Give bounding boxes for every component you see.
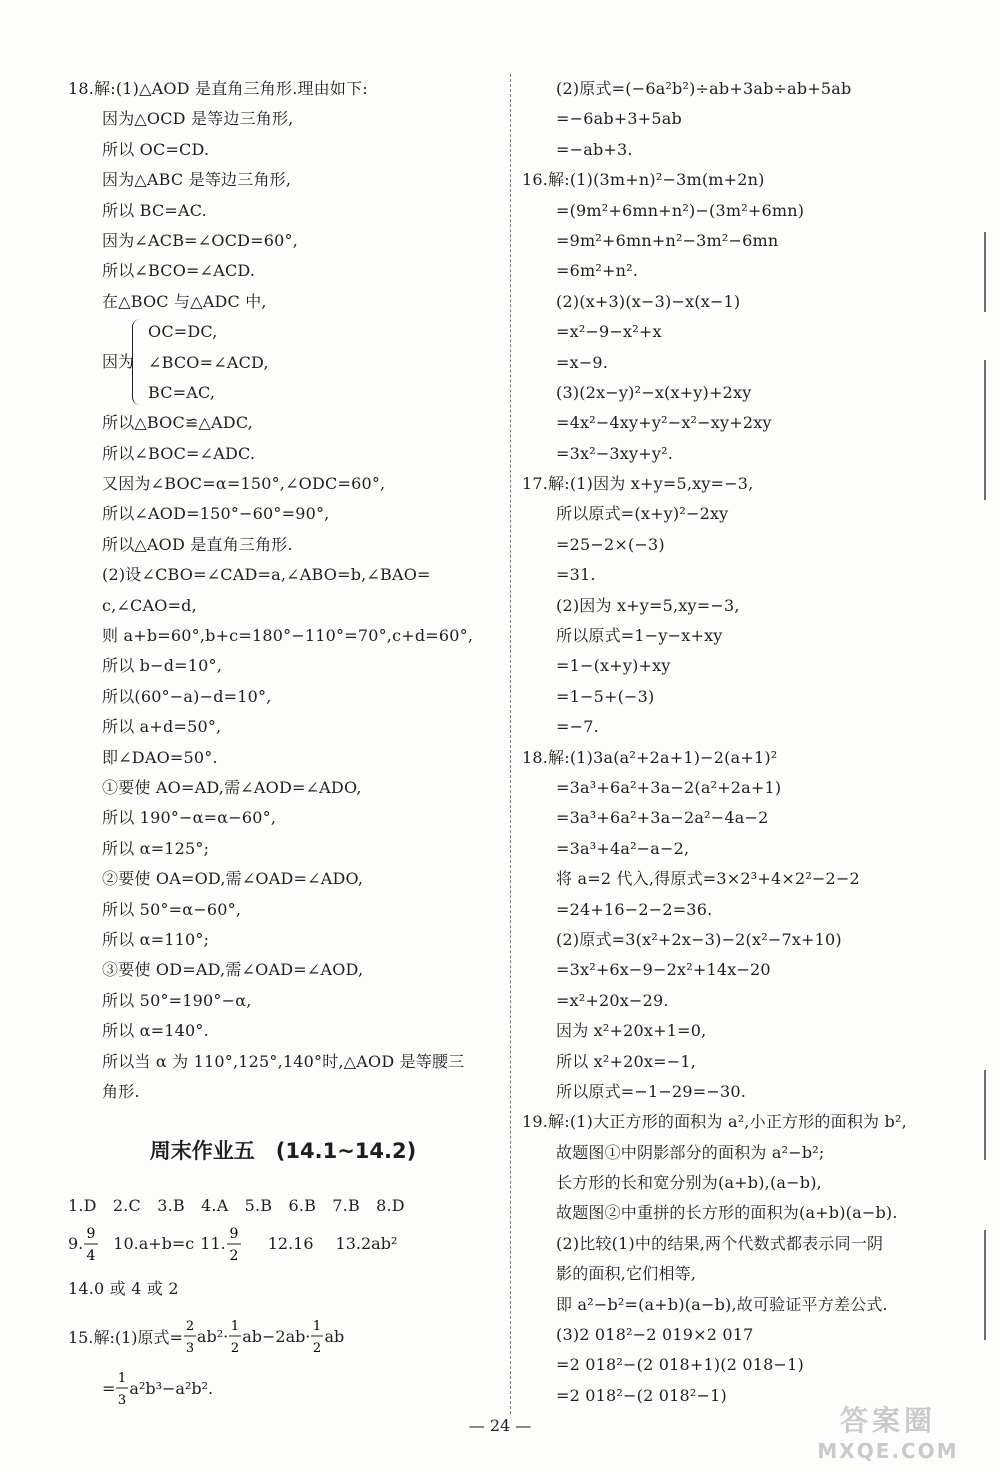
text-line: =3x²−3xy+y². bbox=[556, 443, 674, 463]
text-line: =−ab+3. bbox=[556, 139, 633, 159]
column-divider bbox=[510, 74, 511, 1414]
q15-term-1: ab²· bbox=[196, 1326, 229, 1346]
text-line: =3a³+4a²−a−2, bbox=[556, 838, 690, 858]
text-line: 影的面积,它们相等, bbox=[556, 1264, 697, 1284]
text-line: =1−(x+y)+xy bbox=[556, 656, 671, 676]
text-line: 故题图②中重拼的长方形的面积为(a+b)(a−b). bbox=[556, 1203, 898, 1223]
text-line: (3)(2x−y)²−x(x+y)+2xy bbox=[556, 382, 752, 402]
text-line: 17.解:(1)因为 x+y=5,xy=−3, bbox=[522, 474, 754, 494]
scan-edge-mark bbox=[984, 1070, 986, 1160]
q15-f1-num: 2 bbox=[185, 1319, 195, 1335]
text-line: ③要使 OD=AD,需∠OAD=∠AOD, bbox=[102, 960, 364, 980]
text-line: (2)比较(1)中的结果,两个代数式都表示同一阴 bbox=[556, 1233, 884, 1253]
text-line: =x²+20x−29. bbox=[556, 990, 669, 1010]
text-line: (2)(x+3)(x−3)−x(x−1) bbox=[556, 291, 741, 311]
text-line: 即 a²−b²=(a+b)(a−b),故可验证平方差公式. bbox=[556, 1294, 888, 1314]
scan-edge-mark bbox=[984, 1230, 986, 1340]
answers-row-1: 1.D 2.C 3.B 4.A 5.B 6.B 7.B 8.D bbox=[68, 1196, 405, 1216]
text-line: 18.解:(1)3a(a²+2a+1)−2(a+1)² bbox=[522, 747, 778, 767]
left-column bbox=[68, 74, 498, 1410]
q15-l2-den: 3 bbox=[118, 1393, 127, 1409]
text-line: (2)设∠CBO=∠CAD=a,∠ABO=b,∠BAO= bbox=[102, 565, 431, 585]
q9-den: 4 bbox=[86, 1247, 96, 1264]
q11-num: 9 bbox=[229, 1225, 239, 1242]
q15-f3-den: 2 bbox=[313, 1341, 322, 1357]
text-line: =1−5+(−3) bbox=[556, 686, 655, 706]
brace-conditions bbox=[148, 317, 269, 408]
text-line: =−6ab+3+5ab bbox=[556, 109, 682, 129]
text-line: 所以 190°−α=α−60°, bbox=[102, 808, 277, 828]
text-line: 所以 α=110°; bbox=[102, 929, 210, 949]
q11-den: 2 bbox=[229, 1247, 239, 1264]
q12-answer: 12.16 bbox=[267, 1234, 314, 1254]
q15-term-2: ab−2ab· bbox=[242, 1326, 311, 1346]
q15-eq: = bbox=[102, 1378, 116, 1398]
text-line: 18.解:(1)△AOD 是直角三角形.理由如下: bbox=[68, 79, 368, 98]
text-line: =(9m²+6mn+n²)−(3m²+6mn) bbox=[556, 200, 805, 220]
text-line: OC=DC, bbox=[148, 322, 218, 342]
text-line: 所以 α=125°; bbox=[102, 838, 210, 858]
fraction-9-2 bbox=[226, 1223, 242, 1265]
q15-l2-num: 1 bbox=[118, 1371, 127, 1387]
text-line: 所以当 α 为 110°,125°,140°时,△AOD 是等腰三 bbox=[102, 1051, 465, 1071]
text-line: 又因为∠BOC=α=150°,∠ODC=60°, bbox=[102, 474, 386, 494]
text-line: =3a³+6a²+3a−2a²−4a−2 bbox=[556, 808, 769, 828]
text-line: =x−9. bbox=[556, 352, 609, 372]
text-line: 故题图①中阴影部分的面积为 a²−b²; bbox=[556, 1142, 825, 1162]
text-line: 所以原式=1−y−x+xy bbox=[556, 626, 723, 646]
text-line: ②要使 OA=OD,需∠OAD=∠ADO, bbox=[102, 869, 364, 889]
q15-f3-num: 1 bbox=[313, 1319, 322, 1335]
q18-solution-part1 bbox=[68, 74, 498, 317]
q15-line-1 bbox=[68, 1314, 498, 1358]
text-line: BC=AC, bbox=[148, 382, 216, 402]
q15-l2-rest: a²b³−a²b². bbox=[129, 1378, 214, 1398]
text-line: =2 018²−(2 018²−1) bbox=[556, 1385, 727, 1405]
text-line: 所以(60°−a)−d=10°, bbox=[102, 686, 272, 706]
scan-edge-mark bbox=[984, 360, 986, 500]
text-line: 所以△BOC≌△ADC, bbox=[102, 413, 253, 433]
watermark-text-en: MXQE.COM bbox=[817, 1439, 959, 1463]
text-line: (2)原式=3(x²+2x−3)−2(x²−7x+10) bbox=[556, 929, 842, 949]
text-line: 19.解:(1)大正方形的面积为 a²,小正方形的面积为 b², bbox=[522, 1112, 907, 1132]
text-line: (3)2 018²−2 019×2 017 bbox=[556, 1325, 754, 1345]
text-line: =4x²−4xy+y²−x²−xy+2xy bbox=[556, 413, 772, 433]
q15-line-2 bbox=[68, 1366, 498, 1410]
right-column bbox=[522, 74, 984, 1411]
watermark-text-cn: 答案圈 bbox=[839, 1404, 936, 1437]
left-brace-icon bbox=[132, 319, 141, 405]
text-line: 因为△OCD 是等边三角形, bbox=[102, 109, 294, 129]
text-line: 所以∠BOC=∠ADC. bbox=[102, 443, 256, 463]
text-line: =25−2×(−3) bbox=[556, 534, 665, 554]
text-line: 所以 α=140°. bbox=[102, 1021, 209, 1041]
text-line: =6m²+n². bbox=[556, 261, 638, 281]
q9-num: 9 bbox=[86, 1225, 96, 1242]
answers-row-3: 14.0 或 4 或 2 bbox=[68, 1278, 179, 1298]
text-line: =3x²+6x−9−2x²+14x−20 bbox=[556, 960, 771, 980]
text-line: 所以 x²+20x=−1, bbox=[556, 1051, 696, 1071]
watermark-logo bbox=[798, 1399, 978, 1465]
brace-label: 因为 bbox=[102, 352, 135, 372]
text-line: 所以 b−d=10°, bbox=[102, 656, 223, 676]
text-line: ∠BCO=∠ACD, bbox=[148, 352, 269, 372]
text-line: 在△BOC 与△ADC 中, bbox=[102, 291, 267, 311]
text-line: 则 a+b=60°,b+c=180°−110°=70°,c+d=60°, bbox=[102, 626, 474, 646]
answers-row-2 bbox=[68, 1222, 498, 1266]
q13-answer: 13.2ab² bbox=[335, 1234, 398, 1254]
text-line: 因为△ABC 是等边三角形, bbox=[102, 170, 292, 190]
text-line: 所以 50°=190°−α, bbox=[102, 990, 252, 1010]
fraction-1-2-a bbox=[228, 1315, 242, 1357]
text-line: =2 018²−(2 018+1)(2 018−1) bbox=[556, 1355, 804, 1375]
text-line: =9m²+6mn+n²−3m²−6mn bbox=[556, 230, 779, 250]
text-line: 所以△AOD 是直角三角形. bbox=[102, 534, 293, 554]
text-line: 所以 a+d=50°, bbox=[102, 717, 222, 737]
q15-prefix: 15.解:(1)原式= bbox=[68, 1327, 183, 1347]
page-number: — 24 — bbox=[468, 1416, 532, 1435]
text-line: =−7. bbox=[556, 717, 599, 737]
condition-brace-block bbox=[68, 317, 498, 408]
text-line: (2)原式=(−6a²b²)÷ab+3ab÷ab+5ab bbox=[556, 79, 852, 98]
text-line: 将 a=2 代入,得原式=3×2³+4×2²−2−2 bbox=[556, 869, 860, 889]
text-line: c,∠CAO=d, bbox=[102, 595, 197, 615]
text-line: (2)因为 x+y=5,xy=−3, bbox=[556, 595, 740, 615]
text-line: 角形. bbox=[102, 1081, 140, 1101]
q10-answer: 10.a+b=c bbox=[113, 1234, 195, 1254]
q15-term-3: ab bbox=[324, 1326, 345, 1346]
text-line: 因为 x²+20x+1=0, bbox=[556, 1021, 707, 1041]
section-title: 周末作业五 (14.1~14.2) bbox=[149, 1139, 417, 1164]
text-line: 即∠DAO=50°. bbox=[102, 747, 218, 767]
q11-prefix: 11. bbox=[200, 1234, 226, 1254]
q15-f2-num: 1 bbox=[231, 1319, 240, 1335]
text-line: 长方形的长和宽分别为(a+b),(a−b), bbox=[556, 1173, 822, 1193]
text-line: 16.解:(1)(3m+n)²−3m(m+2n) bbox=[522, 170, 765, 190]
text-line: =3a³+6a²+3a−2(a²+2a+1) bbox=[556, 777, 782, 797]
q15-f1-den: 3 bbox=[185, 1341, 195, 1357]
text-line: 因为∠ACB=∠OCD=60°, bbox=[102, 230, 299, 250]
text-line: 所以原式=−1−29=−30. bbox=[556, 1081, 747, 1101]
text-line: 所以 50°=α−60°, bbox=[102, 899, 242, 919]
text-line: 所以∠BCO=∠ACD. bbox=[102, 261, 256, 281]
text-line: 所以原式=(x+y)²−2xy bbox=[556, 504, 729, 524]
text-line: =24+16−2−2=36. bbox=[556, 899, 713, 919]
text-line: 所以∠AOD=150°−60°=90°, bbox=[102, 504, 330, 524]
text-line: 所以 OC=CD. bbox=[102, 139, 210, 159]
q18-solution-part2 bbox=[68, 408, 498, 1107]
q9-prefix: 9. bbox=[68, 1234, 84, 1254]
fraction-9-4 bbox=[83, 1223, 99, 1265]
text-line: ①要使 AO=AD,需∠AOD=∠ADO, bbox=[102, 778, 362, 797]
fraction-2-3 bbox=[183, 1315, 197, 1357]
text-line: 所以 BC=AC. bbox=[102, 200, 207, 220]
q15-f2-den: 2 bbox=[231, 1341, 240, 1357]
scan-edge-mark bbox=[984, 232, 986, 312]
fraction-1-3 bbox=[115, 1367, 129, 1409]
fraction-1-2-b bbox=[310, 1315, 324, 1357]
text-line: =31. bbox=[556, 565, 596, 585]
text-line: =x²−9−x²+x bbox=[556, 322, 662, 342]
